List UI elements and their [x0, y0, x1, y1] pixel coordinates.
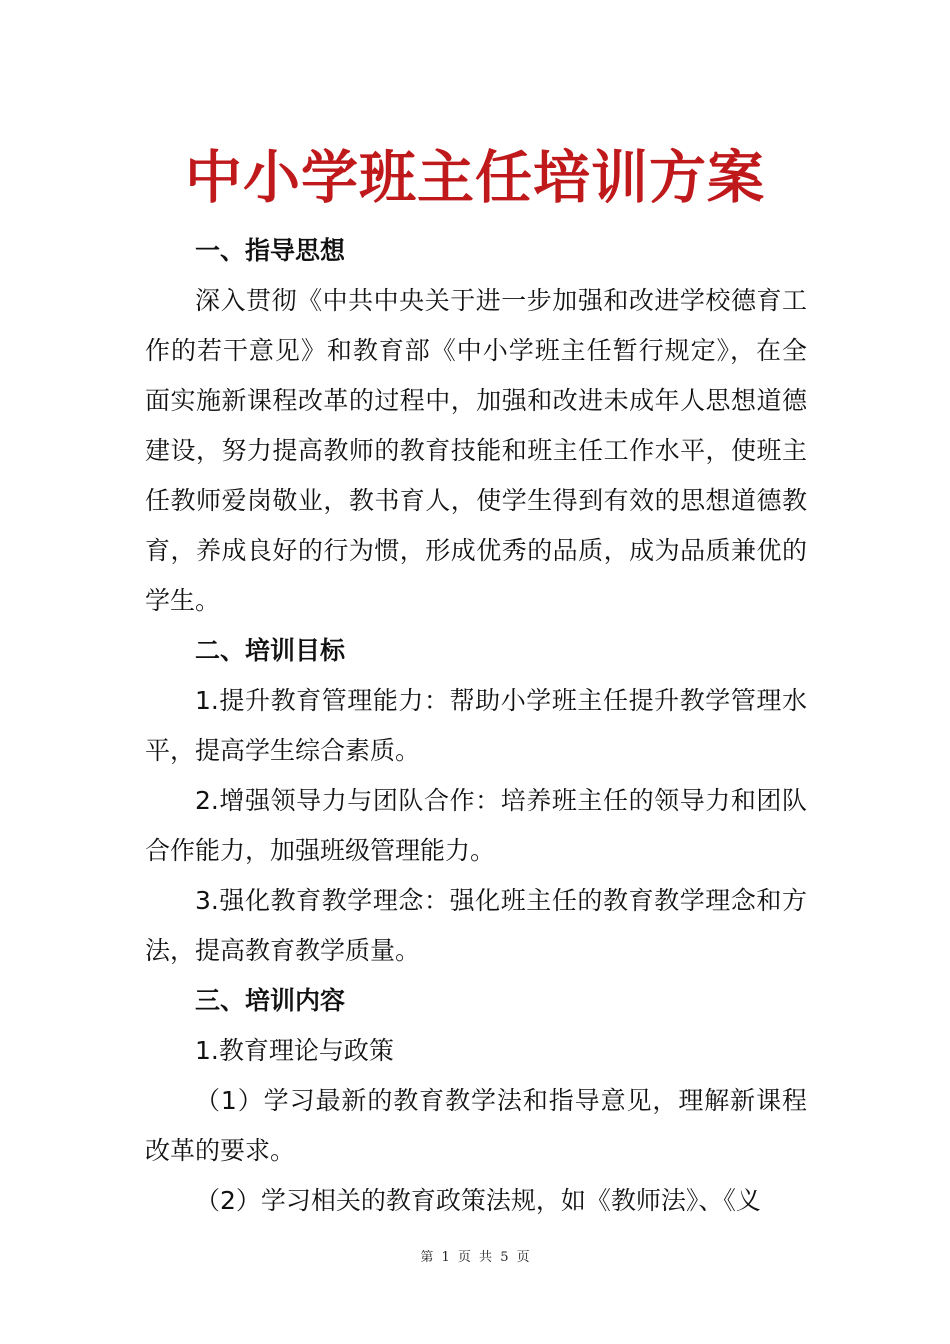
section-heading-training-goals: 二、培训目标 [195, 636, 346, 665]
goal-item-1: 1.提升教育管理能力：帮助小学班主任提升教学管理水平，提高学生综合素质。 [145, 686, 807, 765]
section-heading-guiding-ideology: 一、指导思想 [195, 236, 346, 265]
paragraph-guiding-ideology: 深入贯彻《中共中央关于进一步加强和改进学校德育工作的若干意见》和教育部《中小学班主任暂行规定》，在全面实施新课程改革的过程中，加强和改进未成年人思想道德建设，努力提高教师的教育技能和班主任工作水平，使班主任教师爱岗敬业，教书育人，使学生得到有效的思想道德教育，养成良好的行为惯，形成优秀的品质，成为品质兼优的学生。 [145, 286, 807, 615]
document-body [145, 226, 807, 1226]
content-item-1: （1）学习最新的教育教学法和指导意见，理解新课程改革的要求。 [145, 1086, 807, 1165]
goal-item-3: 3.强化教育教学理念：强化班主任的教育教学理念和方法，提高教育教学质量。 [145, 886, 807, 965]
content-item-2: （2）学习相关的教育政策法规，如《教师法》、《义 [195, 1186, 761, 1215]
document-title: 中小学班主任培训方案 [185, 145, 765, 211]
section-heading-training-content: 三、培训内容 [195, 986, 346, 1015]
content-subheading-1: 1.教育理论与政策 [195, 1036, 394, 1065]
goal-item-2: 2.增强领导力与团队合作：培养班主任的领导力和团队合作能力，加强班级管理能力。 [145, 786, 807, 865]
page-footer: 第 1 页 共 5 页 [420, 1250, 530, 1265]
